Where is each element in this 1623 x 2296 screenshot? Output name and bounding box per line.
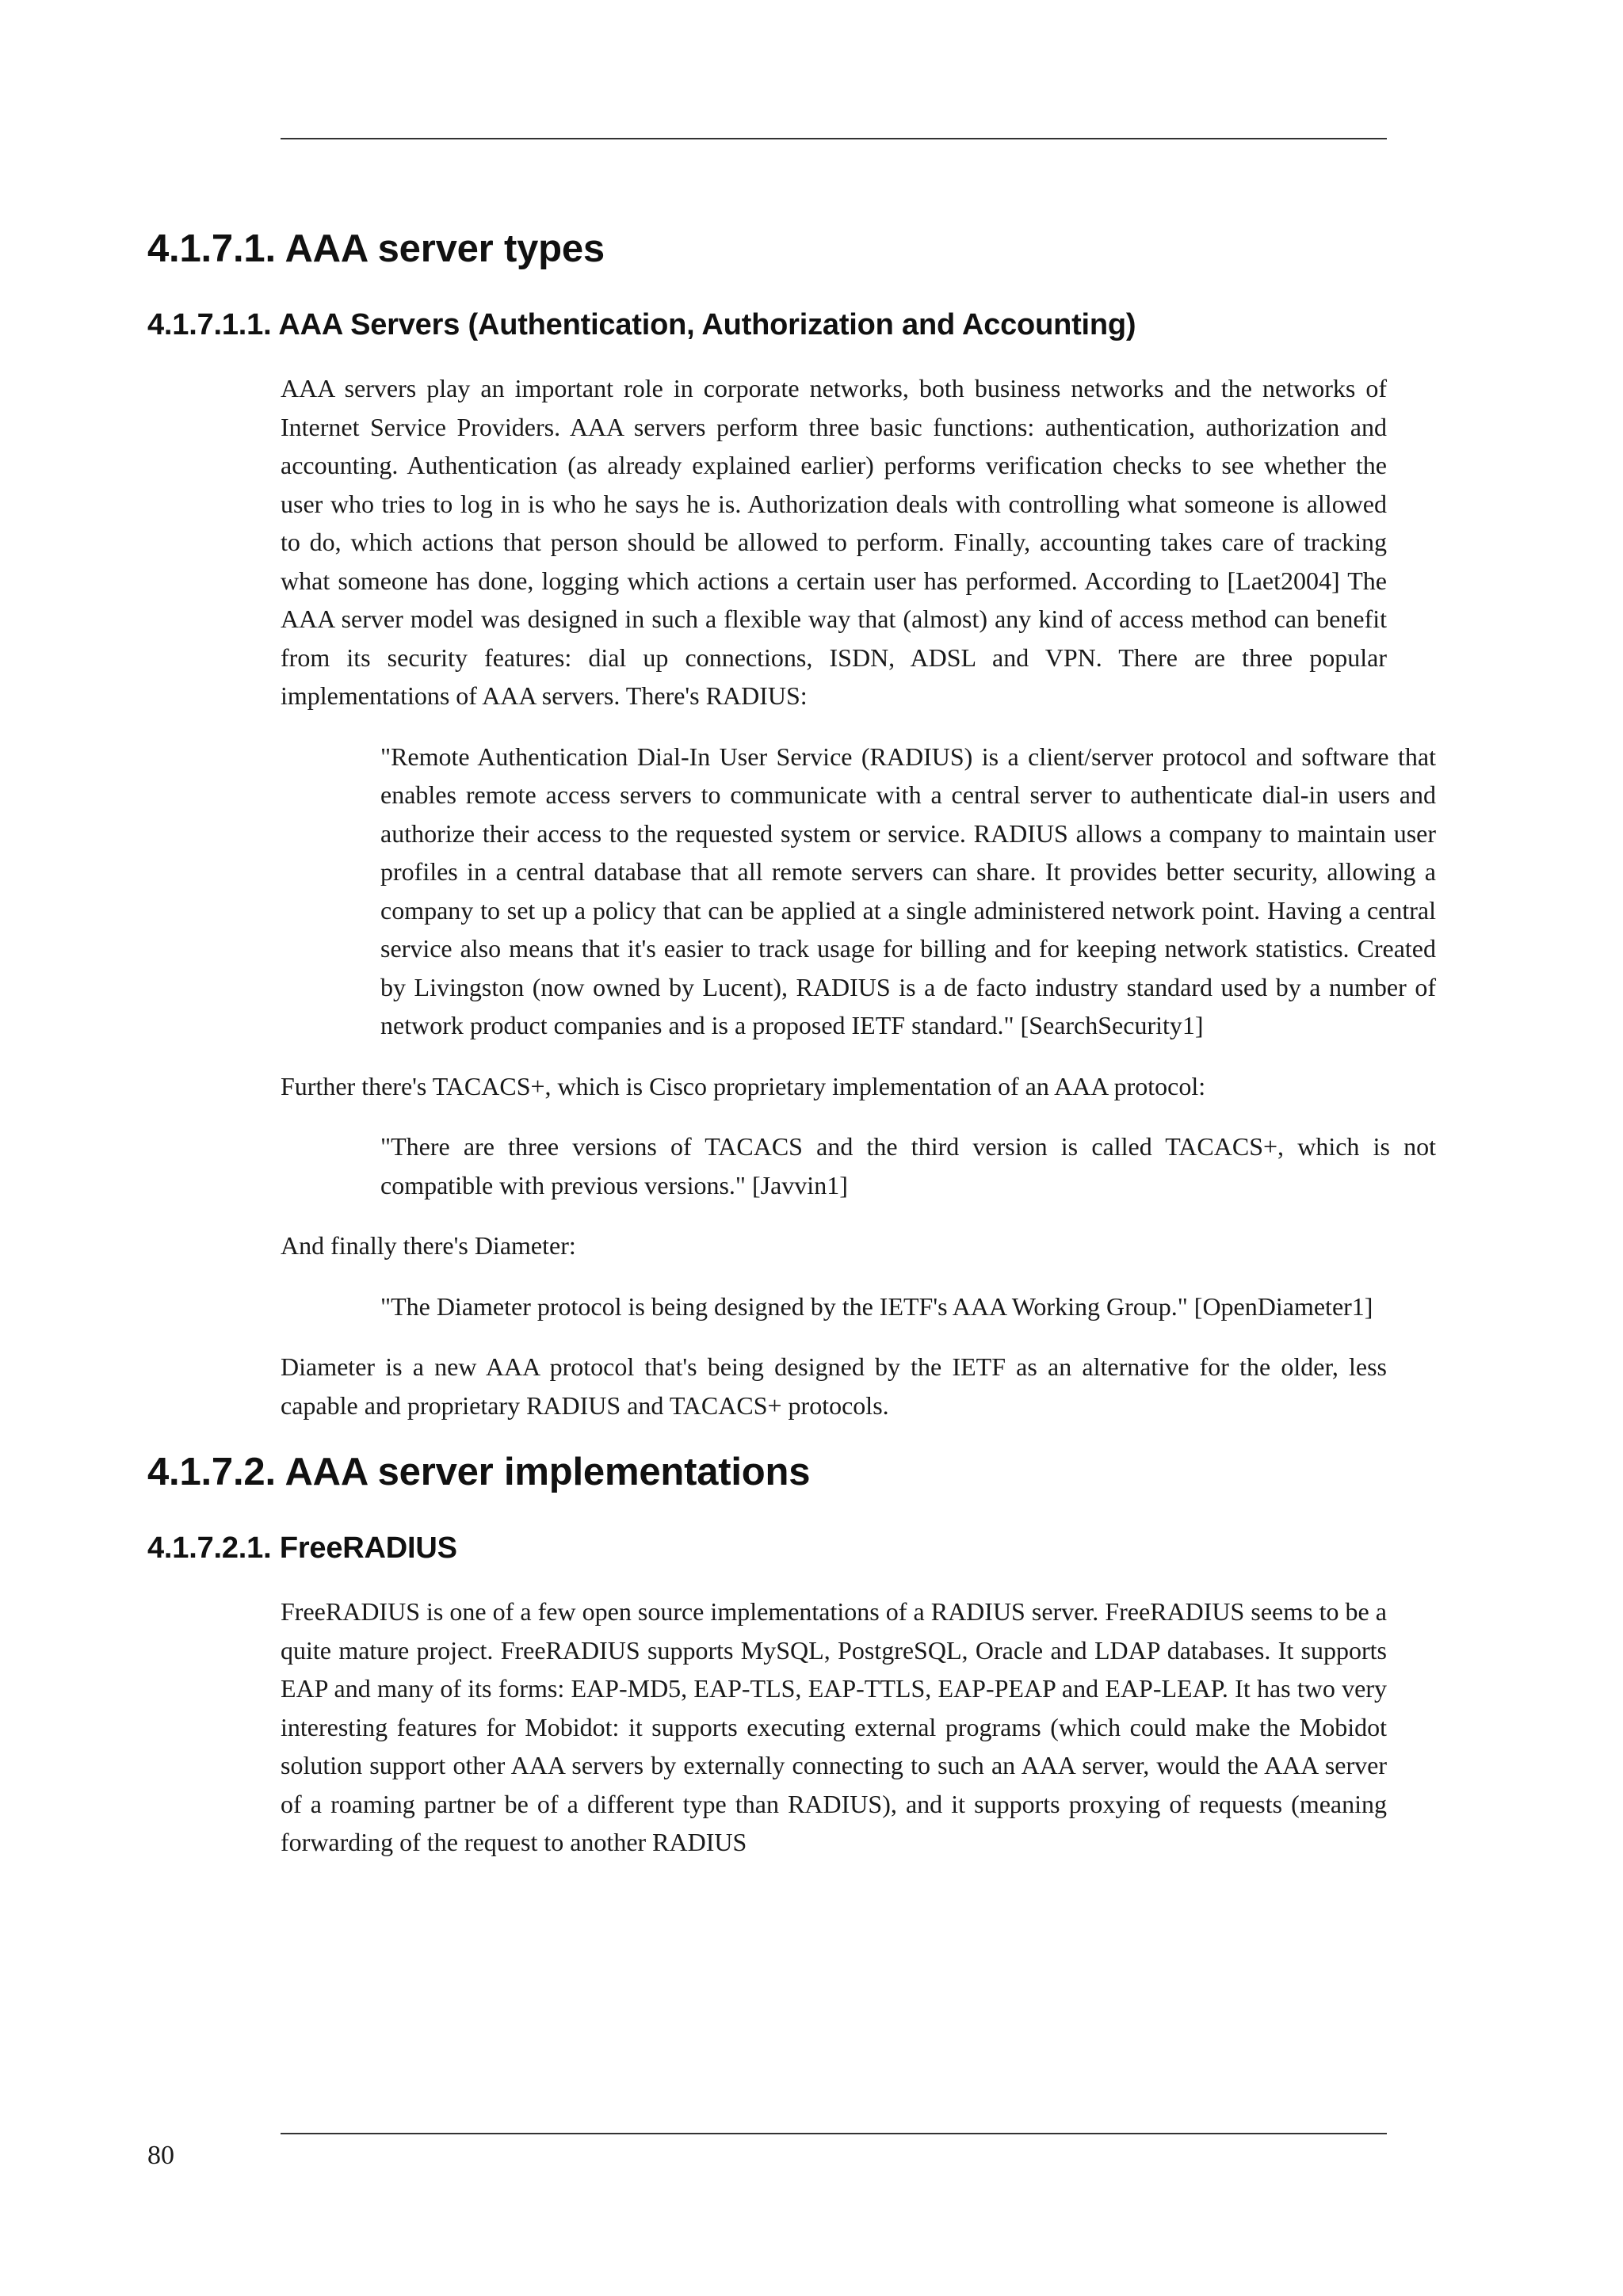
subsection-heading-freeradius: 4.1.7.2.1. FreeRADIUS — [147, 1531, 457, 1565]
paragraph-tacacs: Further there's TACACS+, which is Cisco proprietary implementation of an AAA protocol: — [281, 1071, 1206, 1100]
section-heading-aaa-server-types: 4.1.7.1. AAA server types — [147, 227, 605, 270]
page-number: 80 — [147, 2141, 174, 2170]
section-heading-aaa-server-implementations: 4.1.7.2. AAA server implementations — [147, 1451, 811, 1493]
blockquote-radius: "Remote Authentication Dial-In User Service (RADIUS) is a client/server protocol and software that enables remote access servers to communicate with a central server to authenticate dial-in users and authorize their access to the requested system or service. RADIUS allows a company to maintain user profiles in a central database that all remote servers can share. It provides better security, allowing a company to set up a policy that can be applied at a single administered network point. Having a central service also means that it's easier to track usage for billing and for keeping network statistics. Created by Livingston (now owned by Lucent), RADIUS is a de facto industry standard used by a number of network product companies and is a proposed IETF standard." [SearchSecurity1] — [380, 742, 1436, 1039]
page-content — [147, 214, 1436, 1862]
blockquote-tacacs: "There are three versions of TACACS and the third version is called TACACS+, which is not compatible with previous versions." [Javvin1] — [380, 1132, 1436, 1199]
paragraph-diameter: Diameter is a new AAA protocol that's being designed by the IETF as an alternative for the older, less capable and proprietary RADIUS and TACACS+ protocols. — [281, 1352, 1387, 1420]
blockquote-diameter: "The Diameter protocol is being designed by the IETF's AAA Working Group." [OpenDiameter1] — [380, 1291, 1373, 1321]
paragraph-aaa-intro: AAA servers play an important role in corporate networks, both business networks and the networks of Internet Service Providers. AAA servers perform three basic functions: authentication, authorization and accounting. Authentication (as already explained earlier) performs verification checks to see whether the user who tries to log in is who he says he is. Authorization deals with controlling what someone is allowed to do, which actions that person should be allowed to perform. Finally, accounting takes care of tracking what someone has done, logging which actions a certain user has performed. According to [Laet2004] The AAA server model was designed in such a flexible way that (almost) any kind of access method can benefit from its security features: dial up connections, ISDN, ADSL and VPN. There are three popular implementations of AAA servers. There's RADIUS: — [281, 374, 1387, 710]
paragraph-freeradius: FreeRADIUS is one of a few open source implementations of a RADIUS server. FreeRADIUS seems to be a quite mature project. FreeRADIUS supports MySQL, PostgreSQL, Oracle and LDAP databases. It supports EAP and many of its forms: EAP-MD5, EAP-TLS, EAP-TTLS, EAP-PEAP and EAP-LEAP. It has two very interesting features for Mobidot: it supports executing external programs (which could make the Mobidot solution support other AAA servers by externally connecting to such an AAA server, would the AAA server of a roaming partner be of a different type than RADIUS), and it supports proxying of requests (meaning forwarding of the request to another RADIUS — [281, 1597, 1387, 1856]
subsection-heading-aaa-servers: 4.1.7.1.1. AAA Servers (Authentication, Authorization and Accounting) — [147, 308, 1136, 341]
footer-rule — [281, 2133, 1387, 2134]
paragraph-diameter-intro: And finally there's Diameter: — [281, 1231, 576, 1260]
header-rule — [281, 138, 1387, 139]
